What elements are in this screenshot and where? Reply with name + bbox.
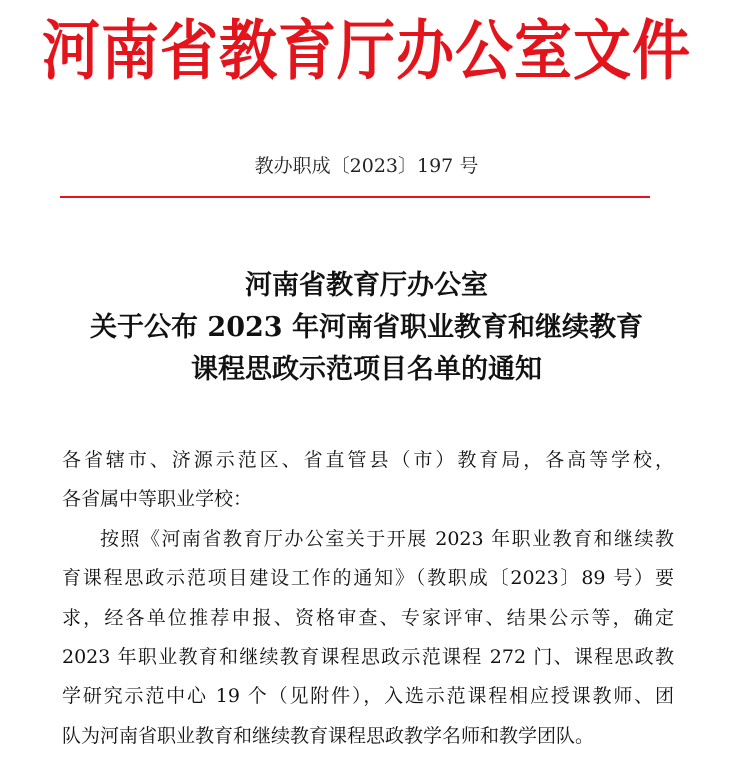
- paragraph-line: 按照《河南省教育厅办公室关于开展 2023 年职业教育和继续教: [100, 527, 674, 550]
- paragraph-line: 育课程思政示范项目建设工作的通知》（教职成〔2023〕89 号）要: [62, 567, 674, 590]
- document-masthead: 河南省教育厅办公室文件: [41, 12, 691, 89]
- title-line: 关于公布 2023 年河南省职业教育和继续教育: [90, 312, 643, 343]
- paragraph-line: 学研究示范中心 19 个（见附件），入选示范课程相应授课教师、团: [62, 685, 674, 708]
- paragraph-line: 队为河南省职业教育和继续教育课程思政教学名师和教学团队。: [62, 724, 595, 747]
- document-title: [0, 265, 733, 391]
- addressee-line: 各省属中等职业学校：: [62, 488, 253, 511]
- title-line: 课程思政示范项目名单的通知: [191, 354, 542, 385]
- title-line: 河南省教育厅办公室: [245, 270, 488, 301]
- document-body: [62, 441, 674, 756]
- paragraph-line: 求，经各单位推荐申报、资格审查、专家评审、结果公示等，确定: [62, 606, 674, 629]
- paragraph-line: 2023 年职业教育和继续教育课程思政示范课程 272 门、课程思政教: [62, 646, 674, 669]
- addressee-line: 各省辖市、济源示范区、省直管县（市）教育局，各高等学校，: [62, 449, 674, 471]
- masthead-divider: [60, 196, 650, 198]
- document-number: 教办职成〔2023〕197 号: [254, 155, 479, 177]
